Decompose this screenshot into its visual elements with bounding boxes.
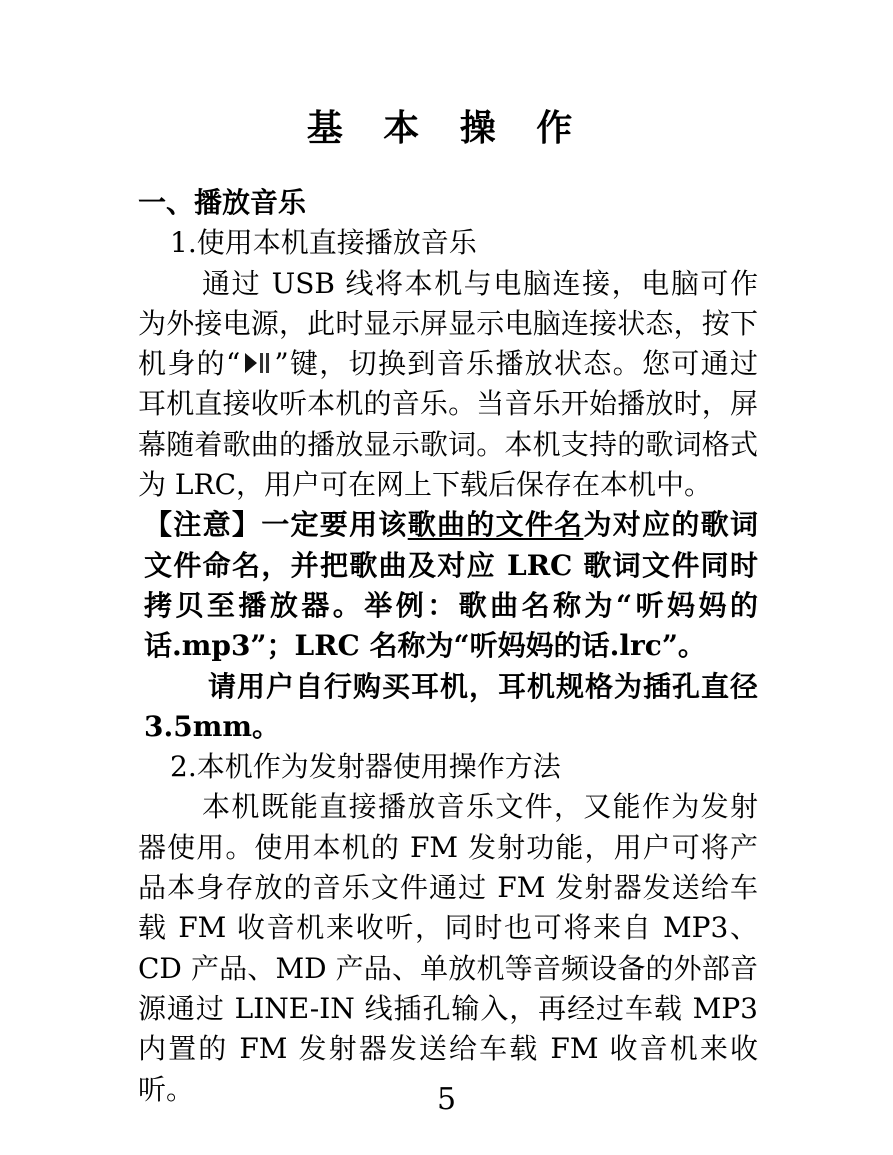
note-lyrics-naming	[138, 505, 758, 666]
paragraph-text-before-icon: 通过 USB 线将本机与电脑连接，电脑可作为外接电源，此时显示屏显示电脑连接状态，按下机身的“	[138, 266, 758, 381]
body-text	[138, 183, 758, 1110]
note-earphone: 请用户自行购买耳机，耳机规格为插孔直径 3.5mm。	[144, 669, 758, 743]
paragraph-direct-play	[138, 264, 758, 506]
subsection-heading-direct-play: 1.使用本机直接播放音乐	[170, 226, 477, 260]
play-pause-icon	[242, 350, 272, 376]
page-number: 5	[436, 1082, 457, 1117]
section-heading-play-music: 一、播放音乐	[138, 186, 307, 219]
paragraph-text-after-icon: ”键，切换到音乐播放状态。您可通过耳机直接收听本机的音乐。当音乐开始播放时，屏幕随着歌曲的播放显示歌词。本机支持的歌词格式为 LRC，用户可在网上下载后保存在本机中。	[138, 347, 758, 502]
note-underlined-text: 歌曲的文件名	[407, 508, 584, 542]
paragraph-transmitter: 本机既能直接播放音乐文件，又能作为发射器使用。使用本机的 FM 发射功能，用户可将产品本身存放的音乐文件通过 FM 发射器发送给车载 FM 收音机来收听，同时也可将来自 MP3、CD 产品、MD 产品、单放机等音频设备的外部音源通过 LINE-IN 线插孔输入，再经过车载 MP3 内置的 FM 发射器发送给车载 FM 收音机来收听。	[138, 790, 758, 1106]
note-prefix: 【注意】一定要用该	[144, 508, 408, 542]
page-title: 基 本 操 作	[306, 107, 587, 149]
subsection-heading-transmitter: 2.本机作为发射器使用操作方法	[170, 750, 561, 784]
note-suffix: 为对应的歌词文件命名，并把歌曲及对应 LRC 歌词文件同时拷贝至播放器。举例：歌曲名称为“听妈妈的话.mp3”；LRC 名称为“听妈妈的话.lrc”。	[144, 508, 758, 663]
